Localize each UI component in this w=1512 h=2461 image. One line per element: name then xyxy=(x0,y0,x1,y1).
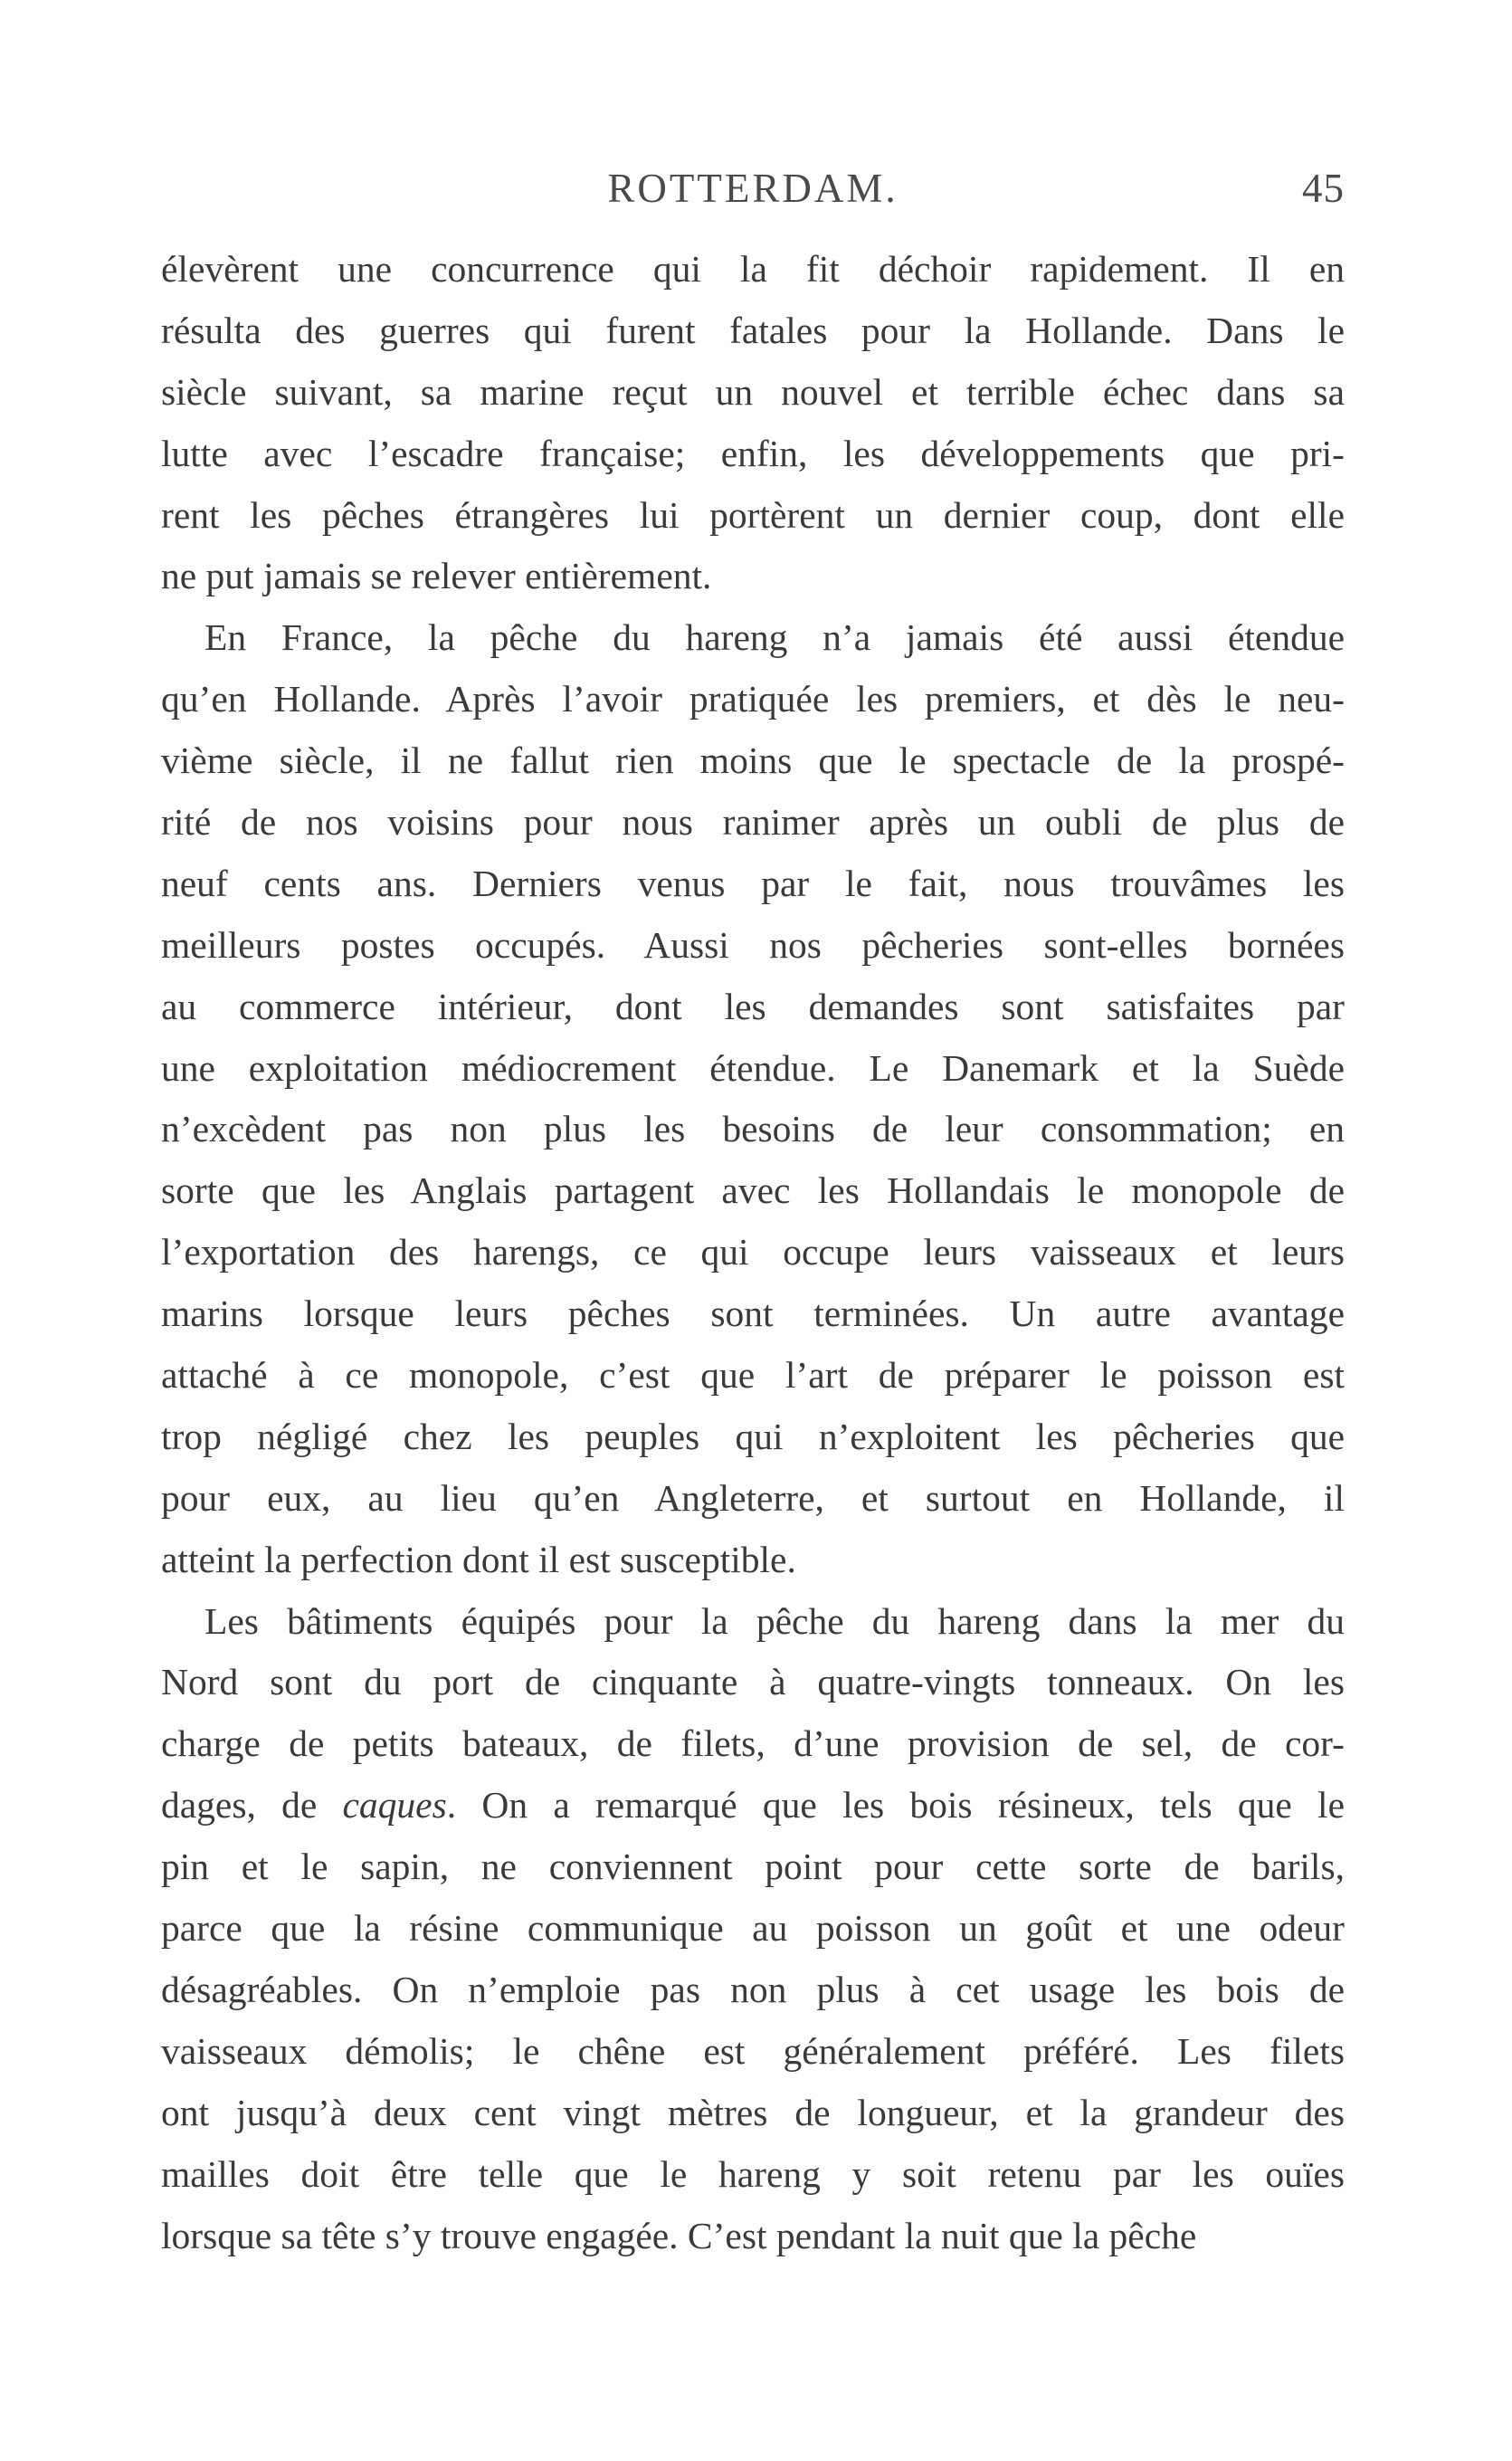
text-line: meilleurs postes occupés. Aussi nos pêcheries sont-elles bornées xyxy=(161,923,1345,966)
text-line: sorte que les Anglais partagent avec les Hollandais le monopole de xyxy=(161,1169,1345,1212)
text-line: une exploitation médiocrement étendue. Le Danemark et la Suède xyxy=(161,1046,1345,1089)
running-head xyxy=(161,165,1345,215)
text-line: l’exportation des harengs, ce qui occupe leurs vaisseaux et leurs xyxy=(161,1231,1345,1273)
text-line: neuf cents ans. Derniers venus par le fait, nous trouvâmes les xyxy=(161,862,1345,904)
text-line: parce que la résine communique au poisson un goût et une odeur xyxy=(161,1907,1345,1950)
text-line: Nord sont du port de cinquante à quatre-vingts tonneaux. On les xyxy=(161,1661,1345,1703)
text-line: marins lorsque leurs pêches sont terminées. Un autre avantage xyxy=(161,1293,1345,1335)
text-line: En France, la pêche du hareng n’a jamais été aussi étendue xyxy=(204,616,1345,659)
text-line: lutte avec l’escadre française; enfin, les développements que pri- xyxy=(161,432,1345,474)
text-line: qu’en Hollande. Après l’avoir pratiquée les premiers, et dès le neu- xyxy=(161,678,1345,720)
text-line: trop négligé chez les peuples qui n’exploitent les pêcheries que xyxy=(161,1415,1345,1457)
body-text xyxy=(161,239,1345,2266)
text-line: ont jusqu’à deux cent vingt mètres de longueur, et la grandeur des xyxy=(161,2091,1345,2133)
text-line: résulta des guerres qui furent fatales pour la Hollande. Dans le xyxy=(161,309,1345,351)
text-line: n’excèdent pas non plus les besoins de leur consommation; en xyxy=(161,1108,1345,1150)
text-line: vaisseaux démolis; le chêne est généralement préféré. Les filets xyxy=(161,2029,1345,2072)
text-line: pin et le sapin, ne conviennent point pour cette sorte de barils, xyxy=(161,1846,1345,1888)
text-line: élevèrent une concurrence qui la fit déchoir rapidement. Il en xyxy=(161,248,1345,290)
paragraph xyxy=(161,607,1345,1590)
text-line: siècle suivant, sa marine reçut un nouvel et terrible échec dans sa xyxy=(161,370,1345,413)
text-line: lorsque sa tête s’y trouve engagée. C’est pendant la nuit que la pêche xyxy=(161,2214,1197,2256)
paragraph xyxy=(161,239,1345,607)
text-line: au commerce intérieur, dont les demandes sont satisfaites par xyxy=(161,985,1345,1027)
text-line: vième siècle, il ne fallut rien moins que le spectacle de la prospé- xyxy=(161,739,1345,782)
text-line: Les bâtiments équipés pour la pêche du hareng dans la mer du xyxy=(204,1599,1345,1642)
text-line: dages, de caques. On a remarqué que les bois résineux, tels que le xyxy=(161,1784,1345,1827)
text-line: mailles doit être telle que le hareng y soit retenu par les ouïes xyxy=(161,2152,1345,2195)
text-line: charge de petits bateaux, de filets, d’une provision de sel, de cor- xyxy=(161,1722,1345,1765)
text-line: atteint la perfection dont il est susceptible. xyxy=(161,1538,796,1580)
text-line: rité de nos voisins pour nous ranimer après un oubli de plus de xyxy=(161,801,1345,844)
running-head-title: ROTTERDAM. xyxy=(607,166,899,211)
paragraph xyxy=(161,1591,1345,2267)
page-number: 45 xyxy=(1302,166,1345,211)
text-line: pour eux, au lieu qu’en Angleterre, et surtout en Hollande, il xyxy=(161,1476,1345,1519)
text-line: rent les pêches étrangères lui portèrent un dernier coup, dont elle xyxy=(161,493,1345,536)
text-line: désagréables. On n’emploie pas non plus à cet usage les bois de xyxy=(161,1968,1345,2010)
text-line: attaché à ce monopole, c’est que l’art de préparer le poisson est xyxy=(161,1354,1345,1397)
text-line: ne put jamais se relever entièrement. xyxy=(161,555,712,597)
